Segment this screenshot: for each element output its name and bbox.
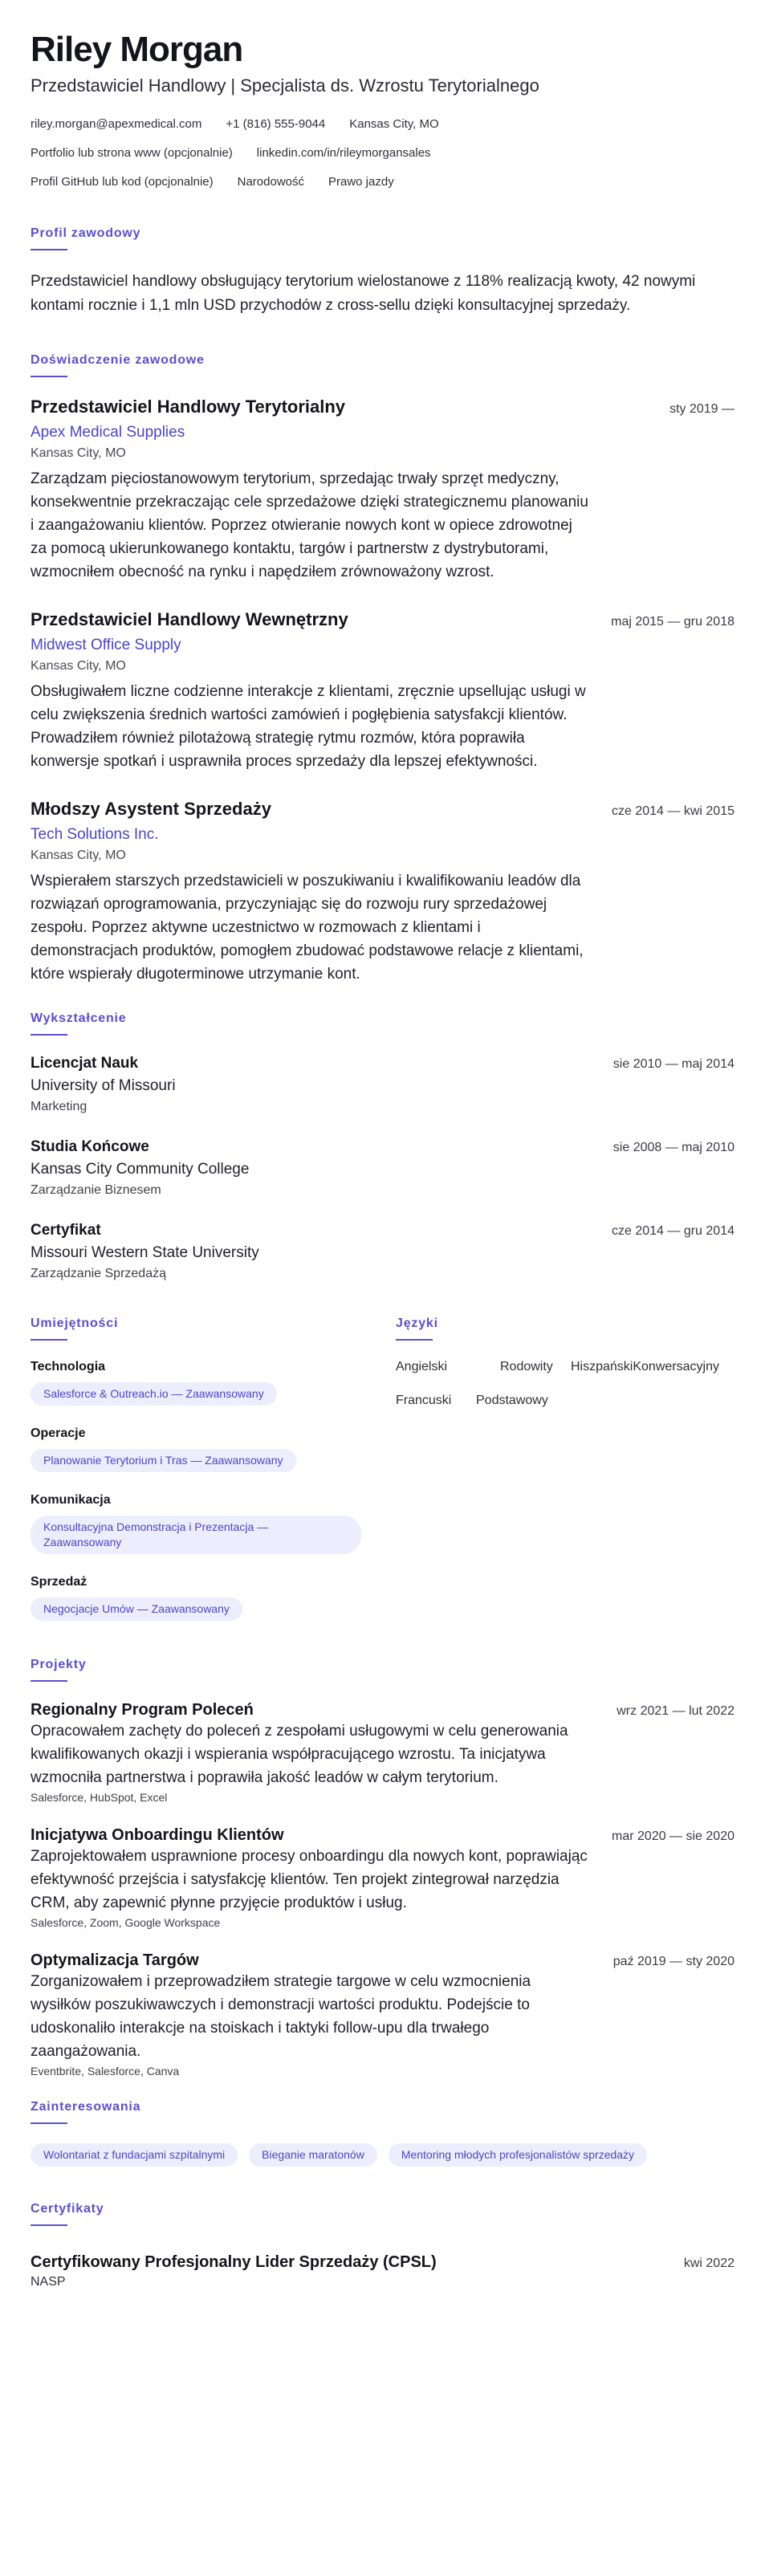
project-entry <box>31 1826 734 1929</box>
section-divider <box>31 2224 67 2226</box>
job-entry <box>31 397 734 584</box>
section-title-education: Wykształcenie <box>31 1011 127 1025</box>
section-divider <box>31 2122 67 2124</box>
email-link[interactable]: riley.morgan@apexmedical.com <box>31 117 202 131</box>
section-divider <box>31 249 67 250</box>
interest-pill: Mentoring młodych profesjonalistów sprzedaży <box>389 2143 647 2167</box>
education-section <box>31 1011 734 1281</box>
skill-category: Sprzedaż <box>31 1575 87 1589</box>
interest-pill: Bieganie maratonów <box>249 2143 377 2167</box>
job-description: Zarządzam pięciostanowowym terytorium, sprzedając trwały sprzęt medyczny, konsekwentnie przekraczając cele sprzedażowe dzięki strategicznemu planowaniu i zaangażowaniu klientów. Poprzez otwieranie nowych kont w opiece zdrowotnej za pomocą ukierunkowanego kontaktu, targów i partnerstw z dystrybutorami, wzmocniłem obecność na rynku i napędziłem zrównoważony wzrost. <box>31 470 588 580</box>
skill-pill: Planowanie Terytorium i Tras — Zaawansowany <box>31 1449 296 1472</box>
skills-languages-row <box>31 1316 734 1642</box>
contact-row-2 <box>31 144 734 162</box>
skill-group <box>31 1360 396 1406</box>
field-of-study: Marketing <box>31 1100 87 1113</box>
skill-group <box>31 1493 396 1554</box>
certification-title: Certyfikowany Profesjonalny Lider Sprzedaży (CPSL) <box>31 2253 437 2271</box>
project-tools: Eventbrite, Salesforce, Canva <box>31 2065 180 2077</box>
skill-category: Technologia <box>31 1360 106 1373</box>
education-date: sie 2010 — maj 2014 <box>612 1057 734 1071</box>
education-date: sie 2008 — maj 2010 <box>612 1141 734 1154</box>
interest-pill: Wolontariat z fundacjami szpitalnymi <box>31 2143 238 2167</box>
full-name: Riley Morgan <box>31 30 243 69</box>
profile-summary: Przedstawiciel handlowy obsługujący terytorium wielostanowe z 118% realizacją kwoty, 42 nowymi kontami rocznie i 1,1 mln USD przychodów z cross-sellu dzięki konsultacyjnej sprzedaży. <box>31 273 696 314</box>
languages-row-1 <box>396 1360 734 1374</box>
project-tools: Salesforce, HubSpot, Excel <box>31 1791 168 1804</box>
language-name: Angielski <box>396 1360 448 1373</box>
certifications-section <box>31 2202 734 2289</box>
skill-group <box>31 1426 396 1472</box>
location-text: Kansas City, MO <box>349 117 439 131</box>
skill-category: Operacje <box>31 1426 86 1440</box>
section-title-profile: Profil zawodowy <box>31 226 141 240</box>
skill-category: Komunikacja <box>31 1493 111 1507</box>
skill-pill: Salesforce & Outreach.io — Zaawansowany <box>31 1382 277 1406</box>
profile-section <box>31 226 734 318</box>
job-location: Kansas City, MO <box>31 848 126 862</box>
skills-section <box>31 1316 396 1642</box>
job-title: Przedstawiciel Handlowy Terytorialny <box>31 397 346 417</box>
github-link[interactable]: Profil GitHub lub kod (opcjonalnie) <box>31 175 214 189</box>
degree: Certyfikat <box>31 1222 101 1239</box>
language-name: Hiszpański <box>571 1360 633 1373</box>
job-title: Młodszy Asystent Sprzedaży <box>31 799 271 819</box>
school-name: University of Missouri <box>31 1077 176 1094</box>
resume-page <box>0 29 765 2289</box>
language-name: Francuski <box>396 1394 452 1407</box>
field-of-study: Zarządzanie Sprzedażą <box>31 1267 166 1280</box>
job-entry <box>31 799 734 986</box>
school-name: Kansas City Community College <box>31 1161 250 1178</box>
project-title: Regionalny Program Poleceń <box>31 1701 254 1719</box>
headline: Przedstawiciel Handlowy | Specjalista ds. Wzrostu Terytorialnego <box>31 75 539 96</box>
job-location: Kansas City, MO <box>31 446 126 460</box>
job-title: Przedstawiciel Handlowy Wewnętrzny <box>31 609 348 629</box>
project-date: wrz 2021 — lut 2022 <box>616 1704 734 1718</box>
section-divider <box>31 376 67 377</box>
driving-license-text: Prawo jazdy <box>328 175 394 189</box>
project-entry <box>31 1951 734 2077</box>
skill-pill: Konsultacyjna Demonstracja i Prezentacja — Zaawansowany <box>31 1516 361 1554</box>
job-date: sty 2019 — <box>669 402 734 416</box>
nationality-text: Narodowość <box>237 175 304 189</box>
contact-row-3 <box>31 173 734 191</box>
languages-row-2 <box>396 1394 734 1408</box>
linkedin-link[interactable]: linkedin.com/in/rileymorgansales <box>256 146 431 160</box>
project-description: Opracowałem zachęty do poleceń z zespołami usługowymi w celu generowania kwalifikowanych okazji i wspierania współpracującego wzrostu. Ta inicjatywa wzmocniła partnerstwa i poprawiła jakość leadów w całym terytorium. <box>31 1723 568 1786</box>
skill-group <box>31 1575 396 1621</box>
degree: Studia Końcowe <box>31 1138 149 1155</box>
company-name: Apex Medical Supplies <box>31 424 185 441</box>
skill-pill: Negocjacje Umów — Zaawansowany <box>31 1597 242 1621</box>
job-description: Wspierałem starszych przedstawicieli w poszukiwaniu i kwalifikowaniu leadów dla rozwiązań oprogramowania, przyczyniając się do rozwoju rury sprzedażowej zespołu. Poprzez aktywne uczestnictwo w rozmowach z klientami i demonstracjach produktów, pomogłem zbudować podstawowe relacje z klientami, które wspierały długoterminowe utrzymanie kont. <box>31 873 584 983</box>
project-date: mar 2020 — sie 2020 <box>612 1829 734 1843</box>
company-name: Midwest Office Supply <box>31 637 181 653</box>
project-entry <box>31 1701 734 1804</box>
project-description: Zaprojektowałem usprawnione procesy onboardingu dla nowych kont, poprawiając efektywność przejścia i satysfakcję klientów. Ten projekt zintegrował narzędzia CRM, aby zapewnić płynne przyjęcie produktów i usług. <box>31 1848 588 1911</box>
school-name: Missouri Western State University <box>31 1244 259 1261</box>
project-title: Inicjatywa Onboardingu Klientów <box>31 1826 284 1844</box>
job-date: maj 2015 — gru 2018 <box>611 615 734 629</box>
language-level: Rodowity <box>500 1360 553 1373</box>
certification-issuer: NASP <box>31 2275 66 2289</box>
section-divider <box>31 1339 67 1341</box>
education-entry <box>31 1138 734 1198</box>
company-name: Tech Solutions Inc. <box>31 826 159 843</box>
interests-section <box>31 2100 734 2167</box>
education-entry <box>31 1222 734 1281</box>
job-date: cze 2014 — kwi 2015 <box>612 804 734 818</box>
project-date: paź 2019 — sty 2020 <box>612 1955 734 1968</box>
section-title-experience: Doświadczenie zawodowe <box>31 353 205 367</box>
education-entry <box>31 1055 734 1114</box>
project-title: Optymalizacja Targów <box>31 1951 199 1969</box>
header <box>31 29 734 191</box>
portfolio-link[interactable]: Portfolio lub strona www (opcjonalnie) <box>31 146 233 160</box>
contact-row-1 <box>31 116 734 133</box>
phone-link[interactable]: +1 (816) 555-9044 <box>226 117 326 131</box>
section-divider <box>396 1339 433 1341</box>
language-level: Konwersacyjny <box>633 1360 719 1373</box>
job-entry <box>31 609 734 773</box>
education-date: cze 2014 — gru 2014 <box>612 1224 734 1238</box>
job-location: Kansas City, MO <box>31 659 126 673</box>
section-title-languages: Języki <box>396 1316 438 1330</box>
section-divider <box>31 1680 67 1682</box>
field-of-study: Zarządzanie Biznesem <box>31 1183 161 1197</box>
section-title-interests: Zainteresowania <box>31 2100 141 2114</box>
experience-section <box>31 353 734 986</box>
interests-list <box>31 2143 734 2167</box>
languages-section <box>396 1316 734 1642</box>
language-level: Podstawowy <box>476 1394 548 1407</box>
project-description: Zorganizowałem i przeprowadziłem strategie targowe w celu wzmocnienia wysiłków poszukiwawczych i demonstracji wartości produktu. Podejście to udoskonaliło interakcje na stoiskach i taktyki follow-upu dla trwałego zaangażowania. <box>31 1973 531 2060</box>
job-description: Obsługiwałem liczne codzienne interakcje z klientami, zręcznie upsellując usługi w celu zwiększenia średnich wartości zamówień i pogłębienia satysfakcji klientów. Prowadziłem również pilotażową strategię rytmu rozmów, która poprawiła konwersje spotkań i usprawniła proces sprzedaży dla lepszej efektywności. <box>31 683 586 770</box>
project-tools: Salesforce, Zoom, Google Workspace <box>31 1916 221 1929</box>
certification-date: kwi 2022 <box>683 2257 734 2270</box>
projects-section <box>31 1658 734 2077</box>
certification-entry <box>31 2253 734 2289</box>
section-title-projects: Projekty <box>31 1658 87 1671</box>
degree: Licencjat Nauk <box>31 1055 139 1072</box>
section-divider <box>31 1034 67 1036</box>
section-title-certifications: Certyfikaty <box>31 2202 104 2216</box>
section-title-skills: Umiejętności <box>31 1316 119 1330</box>
